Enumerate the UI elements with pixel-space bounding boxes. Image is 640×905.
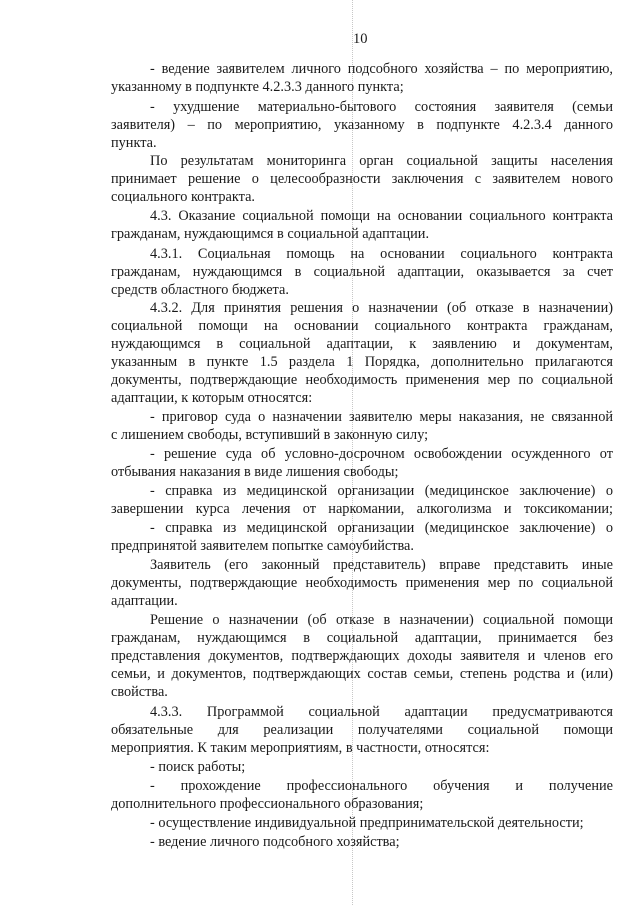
text-line: представления документов, подтверждающих доходы заявителя и членов его	[111, 648, 613, 664]
text-line: Заявитель (его законный представитель) вправе представить иные	[150, 557, 613, 573]
text-line: 4.3.3. Программой социальной адаптации предусматриваются	[150, 704, 613, 720]
text-line: - ведение личного подсобного хозяйства;	[150, 834, 400, 850]
text-line: мероприятия. К таким мероприятиям, в частности, относятся:	[111, 740, 490, 756]
text-line: гражданам, нуждающимся в социальной адаптации, оказывается за счет	[111, 264, 613, 280]
text-line: 4.3.2. Для принятия решения о назначении (об отказе в назначении)	[150, 300, 613, 316]
text-line: Решение о назначении (об отказе в назначении) социальной помощи	[150, 612, 613, 628]
text-line: социального контракта.	[111, 189, 255, 205]
text-line: завершении курса лечения от наркомании, алкоголизма и токсикомании;	[111, 501, 613, 517]
text-line: 4.3. Оказание социальной помощи на основании социального контракта	[150, 208, 613, 224]
text-line: документы, подтверждающие необходимость применения мер по социальной	[111, 372, 613, 388]
text-line: указанному в подпункте 4.2.3.3 данного пункта;	[111, 79, 404, 95]
text-line: - ведение заявителем личного подсобного хозяйства – по мероприятию,	[150, 61, 613, 77]
text-line: предпринятой заявителем попытке самоубийства.	[111, 538, 414, 554]
text-line: адаптации.	[111, 593, 178, 609]
text-line: 4.3.1. Социальная помощь на основании социального контракта	[150, 246, 613, 262]
text-line: документы, подтверждающие необходимость применения мер по социальной	[111, 575, 613, 591]
text-line: нуждающимся в социальной адаптации, к заявлению и документам,	[111, 336, 613, 352]
text-line: указанным в пункте 1.5 раздела 1 Порядка, дополнительно прилагаются	[111, 354, 613, 370]
text-line: - ухудшение материально-бытового состояния заявителя (семьи	[150, 99, 613, 115]
text-line: свойства.	[111, 684, 168, 700]
text-line: гражданам, нуждающимся в социальной адаптации, принимается без	[111, 630, 613, 646]
text-line: - справка из медицинской организации (медицинское заключение) о	[150, 520, 613, 536]
text-line: пункта.	[111, 135, 157, 151]
text-line: адаптации, к которым относятся:	[111, 390, 313, 406]
text-line: - решение суда об условно-досрочном освобождении осужденного от	[150, 446, 613, 462]
text-line: - прохождение профессионального обучения и получение	[150, 778, 613, 794]
text-line: По результатам мониторинга орган социальной защиты населения	[150, 153, 613, 169]
text-line: дополнительного профессионального образования;	[111, 796, 424, 812]
text-line: принимает решение о целесообразности заключения с заявителем нового	[111, 171, 613, 187]
text-line: социальной помощи на основании социального контракта гражданам,	[111, 318, 613, 334]
text-line: - осуществление индивидуальной предпринимательской деятельности;	[150, 815, 584, 831]
text-line: семьи, и документов, подтверждающих состав семьи, степень родства и (или)	[111, 666, 613, 682]
text-line: гражданам, нуждающимся в социальной адаптации.	[111, 226, 430, 242]
page-number: 10	[353, 31, 368, 47]
text-line: - справка из медицинской организации (медицинское заключение) о	[150, 483, 613, 499]
text-line: отбывания наказания в виде лишения свободы;	[111, 464, 399, 480]
text-line: заявителя) – по мероприятию, указанному в подпункте 4.2.3.4 данного	[111, 117, 613, 133]
text-line: обязательные для реализации получателями социальной помощи	[111, 722, 613, 738]
text-line: с лишением свободы, вступивший в законную силу;	[111, 427, 429, 443]
text-line: средств областного бюджета.	[111, 282, 289, 298]
text-line: - приговор суда о назначении заявителю меры наказания, не связанной	[150, 409, 613, 425]
text-line: - поиск работы;	[150, 759, 246, 775]
